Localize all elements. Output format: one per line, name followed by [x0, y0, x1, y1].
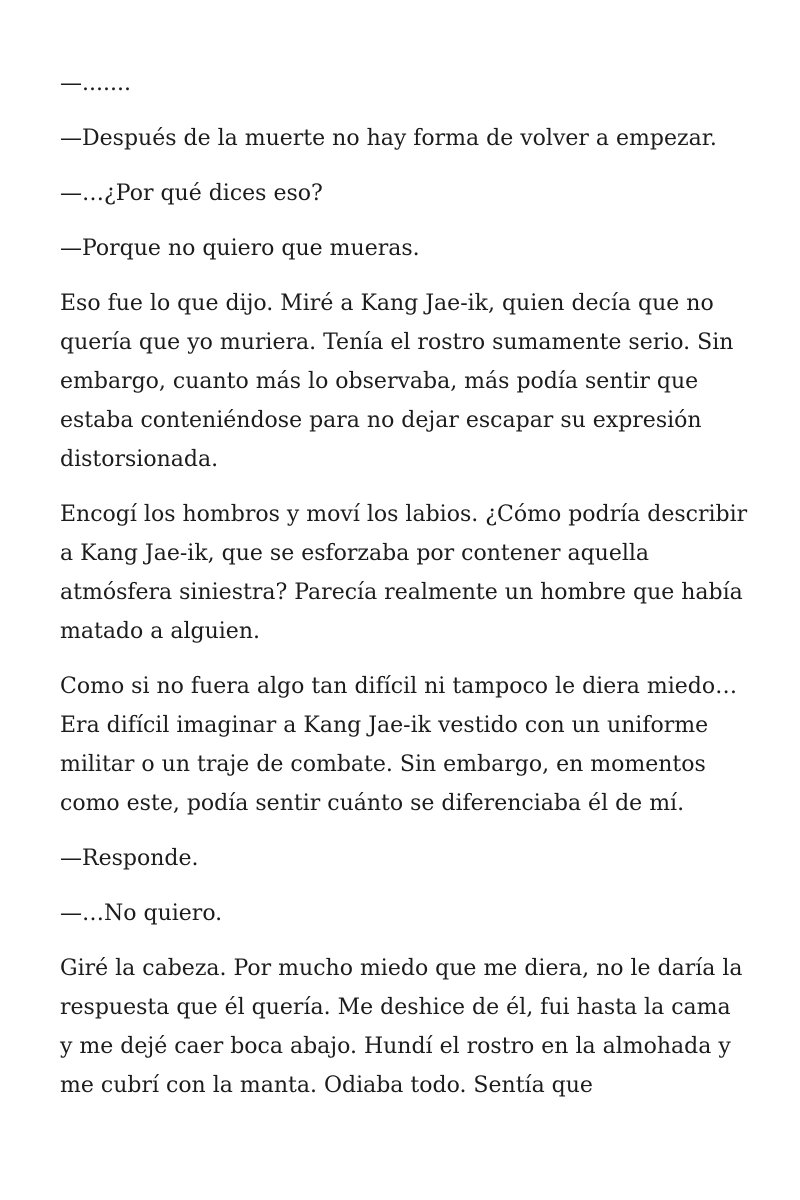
paragraph-5: Eso fue lo que dijo. Miré a Kang Jae-ik, quien decía que no quería que yo muriera. Tenía el rostro sumamente serio. Sin embargo, cuanto más lo observaba, más podía sentir que estaba conteniéndose para no dejar escapar su expresión distorsionada. — [60, 291, 734, 472]
paragraph-8: —Responde. — [60, 846, 199, 871]
paragraph-7: Como si no fuera algo tan difícil ni tampoco le diera miedo… Era difícil imaginar a Kang Jae-ik vestido con un uniforme militar o un traje de combate. Sin embargo, en momentos como este, podía sentir cuánto se diferenciaba él de mí. — [60, 674, 738, 816]
paragraph-6: Encogí los hombros y moví los labios. ¿Cómo podría describir a Kang Jae-ik, que se esforzaba por contener aquella atmósfera siniestra? Parecía realmente un hombre que había matado a alguien. — [60, 502, 748, 644]
paragraph-10: Giré la cabeza. Por mucho miedo que me diera, no le daría la respuesta que él quería. Me deshice de él, fui hasta la cama y me dejé caer boca abajo. Hundí el rostro en la almohada y me cubrí con la manta. Odiaba todo. Sentía que — [60, 956, 743, 1098]
paragraph-3: —…¿Por qué dices eso? — [60, 181, 323, 206]
paragraph-9: —…No quiero. — [60, 901, 223, 926]
paragraph-4: —Porque no quiero que mueras. — [60, 236, 420, 261]
reading-page — [60, 64, 750, 1121]
paragraph-1: —....... — [60, 71, 131, 96]
paragraph-2: —Después de la muerte no hay forma de volver a empezar. — [60, 126, 717, 151]
